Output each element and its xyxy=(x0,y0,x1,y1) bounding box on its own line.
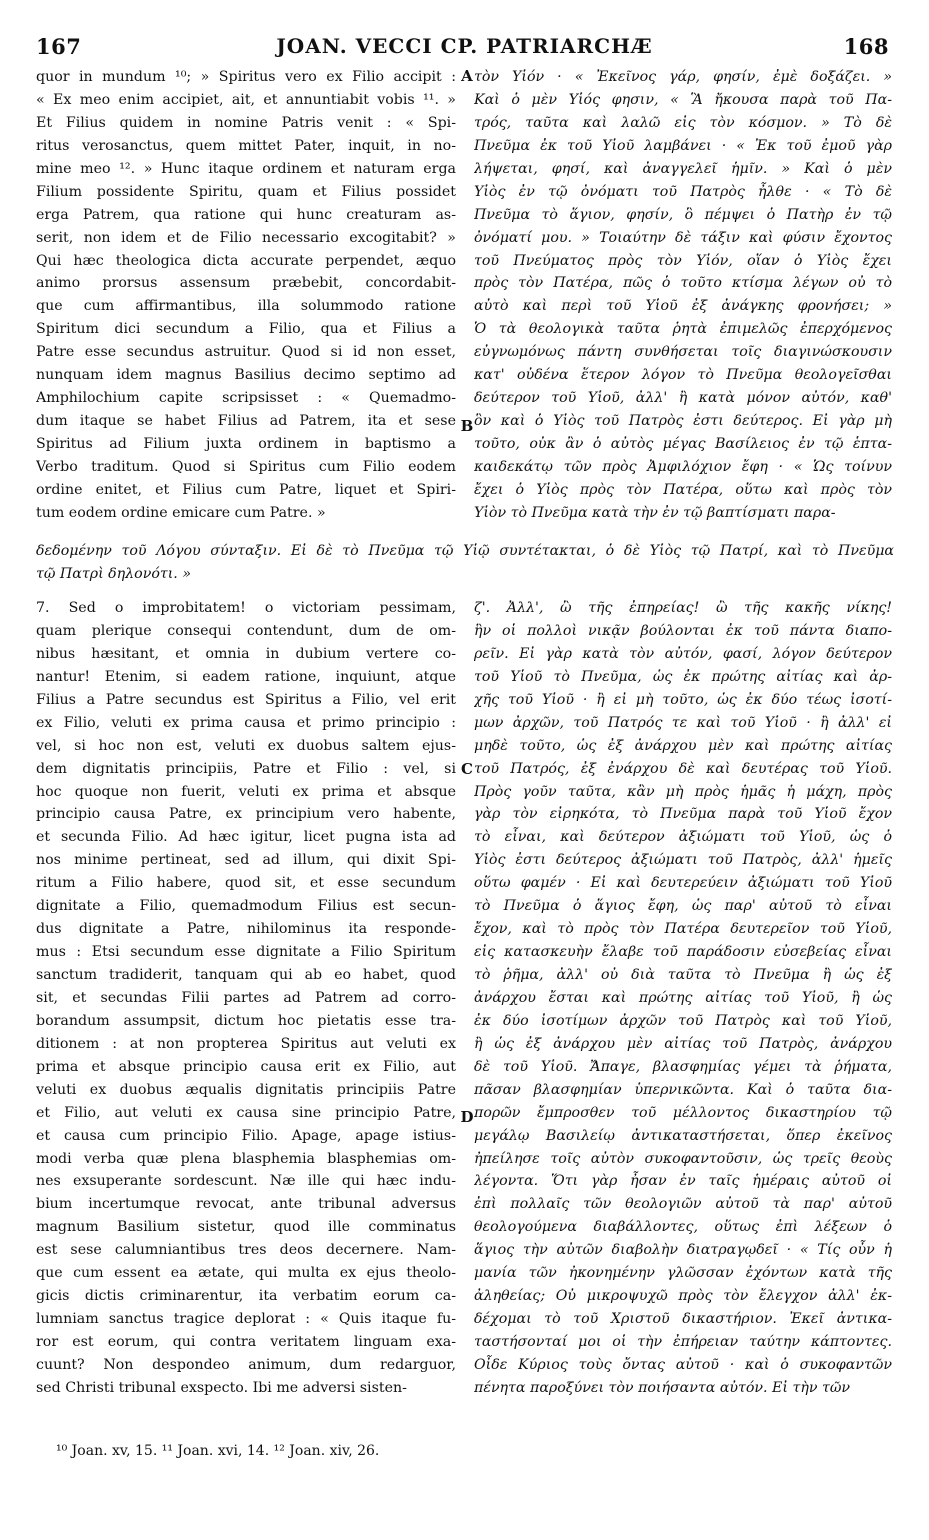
text-line: bium incertumque revocat, ante tribunal adversus xyxy=(36,1196,456,1213)
text-line: nos minime pertineat, sed ad illum, qui dixit Spi- xyxy=(36,852,456,869)
margin-marker-c: C xyxy=(461,760,473,778)
greek-column-upper xyxy=(474,66,892,525)
text-line: « Ex meo enim accipiet, ait, et annuntiabit vobis ¹¹. » xyxy=(36,91,456,108)
text-line: ἣν οἱ πολλοὶ νικᾷν βούλονται ἐκ τοῦ πάντα διαπο- xyxy=(474,622,892,639)
text-line: δὲ τοῦ Υἱοῦ. Ἄπαγε, βλασφημίας γέμει τὰ ῥήματα, xyxy=(474,1058,892,1075)
text-line: Υἱὸς ἐν τῷ ὀνόματι τοῦ Πατρὸς ἦλθε · « Τὸ δὲ xyxy=(474,183,892,200)
text-line: Καὶ ὁ μὲν Υἱός φησιν, « Ἃ ἤκουσα παρὰ τοῦ Πα- xyxy=(474,91,892,108)
text-line: ἔχει ὁ Υἱὸς πρὸς τὸν Πατέρα, οὕτω καὶ πρὸς τὸν xyxy=(474,481,892,498)
text-line: veluti ex duobus æqualis dignitatis principiis Patre xyxy=(36,1081,456,1098)
text-line: ἅγιος τὴν αὐτῶν διαβολὴν διατραγῳδεῖ · « Τίς οὖν ἡ xyxy=(474,1242,892,1259)
text-line: erga Patrem, qua ratione qui hunc creaturam as- xyxy=(36,206,456,223)
text-line: Et Filius quidem in nomine Patris venit : « Spi- xyxy=(36,114,456,131)
text-line: Patre esse secundus astruitur. Quod si id non esset, xyxy=(36,344,456,361)
text-line: ditionem : at non propterea Spiritus aut veluti ex xyxy=(36,1035,456,1052)
text-line: ex Filio, veluti ex prima causa et primo principio : xyxy=(36,714,456,731)
text-line: est sese calumniantibus tres deos decernere. Nam- xyxy=(36,1242,456,1259)
text-line: Υἱὸς ἐστι δεύτερος ἀξιώματι τοῦ Πατρὸς, ἀλλ' ἡμεῖς xyxy=(474,852,892,869)
text-line: et secunda Filio. Ad hæc igitur, licet pugna ista ad xyxy=(36,829,456,846)
text-line: ἢ ὡς ἐξ ἀνάρχου μὲν αἰτίας τοῦ Πατρὸς, ἀνάρχου xyxy=(474,1035,892,1052)
text-line: vel, si hoc non est, veluti ex duobus saltem ejus- xyxy=(36,737,456,754)
text-line: θεολογούμενα διαβάλλοντες, οὕτως ἐπὶ λέξεων ὁ xyxy=(474,1219,892,1236)
text-line: κατ' οὐδένα ἕτερον λόγον τὸ Πνεῦμα θεολογεῖσθαι xyxy=(474,367,892,384)
text-line: serit, non idem et de Filio necessario excogitabit? » xyxy=(36,229,456,246)
text-line: nantur! Etenim, si eadem ratione, inquiunt, atque xyxy=(36,668,456,685)
text-line: πένητα παροξύνει τὸν ποιήσαντα αὐτόν. Εἰ τὴν τῶν xyxy=(474,1379,851,1396)
text-line: nibus hæsitant, et omnia in dubium vertere co- xyxy=(36,645,456,662)
text-line: τὸ Πνεῦμα ὁ ἅγιος ἔφη, ὡς παρ' αὐτοῦ τὸ εἶναι xyxy=(474,898,892,915)
text-line: μανία τῶν ἠκονημένην γλῶσσαν ἐχόντων κατὰ τῆς xyxy=(474,1265,892,1282)
text-line: ordine enitet, et Filius cum Patre, liquet et Spiri- xyxy=(36,481,456,498)
text-line: δεύτερον τοῦ Υἱοῦ, ἀλλ' ἢ κατὰ μόνον αὐτόν, καθ' xyxy=(474,390,892,407)
text-line: sanctum tradiderit, tanquam qui ab eo habet, quod xyxy=(36,967,456,983)
text-line: τὸν Υἱόν · « Ἐκεῖνος γάρ, φησίν, ἐμὲ δοξάζει. » xyxy=(474,69,892,85)
latin-column-lower xyxy=(36,597,456,1400)
text-line: Πρὸς γοῦν ταῦτα, κἂν μὴ πρὸς ἡμᾶς ἡ μάχη, πρὸς xyxy=(474,783,892,800)
text-line: ὃν καὶ ὁ Υἱὸς τοῦ Πατρὸς ἐστι δεύτερος. Εἰ γὰρ μὴ xyxy=(474,413,892,430)
text-line: Οἶδε Κύριος τοὺς ὄντας αὐτοῦ · καὶ ὁ συκοφαντῶν xyxy=(474,1356,892,1373)
text-line: 7. Sed o improbitatem! o victoriam pessimam, xyxy=(36,600,456,616)
text-line: Verbo traditum. Quod si Spiritus cum Filio eodem xyxy=(36,458,456,475)
text-line: gicis dictis criminarentur, ita verbatim eorum ca- xyxy=(36,1288,456,1305)
text-line: quam plerique consequi contendunt, dum de om- xyxy=(36,622,456,639)
footnotes: ¹⁰ Joan. xv, 15. ¹¹ Joan. xvi, 14. ¹² Joan. xiv, 26. xyxy=(56,1443,380,1459)
margin-marker-b: B xyxy=(460,417,474,435)
text-line: prima et absque principio causa erit ex Filio, aut xyxy=(36,1058,456,1075)
text-line: τὸ εἶναι, καὶ δεύτερον ἀξιώματι τοῦ Υἱοῦ, ὡς ὁ xyxy=(474,829,892,846)
text-line: ὀνόματί μου. » Τοιαύτην δὲ τάξιν καὶ φύσιν ἔχοντος xyxy=(474,229,892,246)
margin-marker-d: D xyxy=(460,1108,474,1126)
text-line: sed Christi tribunal exspecto. Ibi me adversi sisten- xyxy=(36,1379,407,1396)
text-line: et Filio, aut veluti ex causa sine principio Patre, xyxy=(36,1104,456,1121)
text-line: πορῶν ἔμπροσθεν τοῦ μέλλοντος δικαστηρίου τῷ xyxy=(474,1104,892,1121)
text-line: τοῦτο, οὐκ ἂν ὁ αὐτὸς μέγας Βασίλειος ἐν τῷ ἑπτα- xyxy=(474,436,892,452)
text-line: Amphilochium capite scripsisset : « Quemadmo- xyxy=(36,390,456,407)
text-line: ἀληθείας; Οὐ μικροψυχῶ πρὸς τὸν ἔλεγχον ἀλλ' ἐκ- xyxy=(474,1288,892,1305)
text-line: πρὸς τὸν Πατέρα, πῶς ὁ τοῦτο κτίσμα λέγων οὐ τὸ xyxy=(474,275,892,292)
text-line: ἀνάρχου ἔσται καὶ πρώτης αἰτίας τοῦ Υἱοῦ, ἢ ὡς xyxy=(474,989,892,1006)
text-line: mus : Etsi secundum esse dignitate a Filio Spiritum xyxy=(36,944,456,961)
text-line: εὐγνωμόνως πάντη συνθήσεται τοῖς διαγινώσκουσιν xyxy=(474,344,892,361)
spanning-line: τῷ Πατρὶ δηλονότι. » xyxy=(36,565,191,582)
text-line: γὰρ τὸν εἰρηκότα, τὸ Πνεῦμα παρὰ τοῦ Υἱοῦ ἔχον xyxy=(474,806,892,823)
text-line: λέγοντα. Ὅτι γὰρ ἦσαν ἐν ταῖς ἡμέραις αὐτοῦ οἱ xyxy=(474,1173,892,1190)
text-line: Ὁ τὰ θεολογικὰ ταῦτα ῥητὰ ἐπιμελῶς ἐπερχόμενος xyxy=(474,321,892,338)
text-line: nunquam idem magnus Basilius decimo septimo ad xyxy=(36,367,456,384)
text-line: dem dignitatis principiis, Patre et Filio : vel, si xyxy=(36,760,456,777)
greek-column-lower xyxy=(474,597,892,1400)
text-line: Spiritum dici secundum a Filio, qua et Filius a xyxy=(36,321,456,338)
text-line: quor in mundum ¹⁰; » Spiritus vero ex Filio accipit : xyxy=(36,69,456,85)
text-line: ρεῖν. Εἰ γὰρ κατὰ τὸν αὐτόν, φασί, λόγον δεύτερον xyxy=(474,645,892,662)
text-line: Spiritus ad Filium juxta ordinem in baptismo a xyxy=(36,436,456,452)
text-line: Πνεῦμα ἐκ τοῦ Υἱοῦ λαμβάνει · « Ἐκ τοῦ ἐμοῦ γὰρ xyxy=(474,137,892,154)
text-line: τρός, ταῦτα καὶ λαλῶ εἰς τὸν κόσμον. » Τὸ δὲ xyxy=(474,114,892,131)
text-line: ἠπείλησε τοῖς αὐτὸν συκοφαντοῦσιν, ὡς τρεῖς θεοὺς xyxy=(474,1150,892,1167)
text-line: Πνεῦμα τὸ ἅγιον, φησίν, ὃ πέμψει ὁ Πατὴρ ἐν τῷ xyxy=(474,206,892,223)
text-line: principio causa Patre, ex principium vero habente, xyxy=(36,806,456,823)
text-line: τοῦ Πατρός, ἐξ ἐνάρχου δὲ καὶ δευτέρας τοῦ Υἱοῦ. xyxy=(474,760,892,777)
text-line: dus dignitate a Patre, nihilominus ita responde- xyxy=(36,921,456,938)
text-line: magnum Basilium sistetur, quod ille comminatus xyxy=(36,1219,456,1236)
text-line: borandum assumpsit, dictum hoc pietatis esse tra- xyxy=(36,1012,456,1029)
text-line: ταστήσονταί μοι οἱ τὴν ἐπήρειαν ταύτην κάπτοντες. xyxy=(474,1334,892,1350)
text-line: ritum a Filio habere, quod sit, et esse secundum xyxy=(36,875,456,892)
text-line: cuunt? Non despondeo animum, dum redarguor, xyxy=(36,1356,456,1373)
text-line: tum eodem ordine emicare cum Patre. » xyxy=(36,504,326,521)
text-line: τὸ ῥῆμα, ἀλλ' οὐ διὰ ταῦτα τὸ Πνεῦμα ἢ ὡς ἐξ xyxy=(474,967,892,983)
text-line: que cum essent ea ætate, qui multa ex ejus theolo- xyxy=(36,1265,456,1282)
text-line: δέχομαι τὸ τοῦ Χριστοῦ δικαστήριον. Ἐκεῖ ἀντικα- xyxy=(474,1311,892,1328)
left-page-number: 167 xyxy=(36,34,82,59)
text-line: εἰς κατασκευὴν ἔλαβε τοῦ παράδοσιν εὐσεβείας εἶναι xyxy=(474,944,892,961)
text-line: hoc quoque non fuerit, veluti ex prima et absque xyxy=(36,783,456,800)
text-line: οὕτω φαμέν · Εἰ καὶ δευτερεύειν ἀξιώματι τοῦ Υἱοῦ xyxy=(474,875,892,892)
text-line: et causa cum principio Filio. Apage, apage istius- xyxy=(36,1127,456,1144)
text-line: ἐκ δύο ἰσοτίμων ἀρχῶν τοῦ Πατρὸς καὶ τοῦ Υἱοῦ, xyxy=(474,1012,892,1029)
text-line: animo prorsus assensum præbebit, concordabit- xyxy=(36,275,456,292)
text-line: ror est eorum, qui contra veritatem linguam exa- xyxy=(36,1334,456,1350)
text-line: τοῦ Πνεύματος πρὸς τὸν Υἱόν, οἵαν ὁ Υἱὸς ἔχει xyxy=(474,252,892,269)
margin-marker-a: A xyxy=(461,67,473,85)
text-line: ritus verosanctus, quem mittet Pater, inquit, in no- xyxy=(36,137,456,154)
text-line: Υἱὸν τὸ Πνεῦμα κατὰ τὴν ἐν τῷ βαπτίσματι παρα- xyxy=(474,504,836,521)
text-line: nes exsuperante sordescunt. Næ ille qui hæc indu- xyxy=(36,1173,456,1190)
text-line: πᾶσαν βλασφημίαν ὑπερνικῶντα. Καὶ ὁ ταῦτα δια- xyxy=(474,1081,892,1098)
text-line: λήψεται, φησί, καὶ ἀναγγελεῖ ἡμῖν. » Καὶ ὁ μὲν xyxy=(474,160,892,177)
running-title: JOAN. VECCI CP. PATRIARCHÆ xyxy=(276,34,653,58)
spanning-greek-lines xyxy=(36,540,894,586)
latin-column-upper xyxy=(36,66,456,525)
text-line: modi verba quæ plena blasphemia blasphemias om- xyxy=(36,1150,456,1167)
text-line: Filium possidente Spiritu, quam et Filius possidet xyxy=(36,183,456,200)
text-line: μηδὲ τοῦτο, ὡς ἐξ ἀνάρχου μὲν καὶ πρώτης αἰτίας xyxy=(474,737,892,754)
text-line: ἐπὶ πολλαῖς τῶν θεολογιῶν αὐτοῦ τὰ παρ' αὐτοῦ xyxy=(474,1196,892,1213)
right-page-number: 168 xyxy=(843,34,889,59)
text-line: dignitate a Filio, quemadmodum Filius est secun- xyxy=(36,898,456,915)
text-line: dum itaque se habet Filius ad Patrem, ita et sese xyxy=(36,413,456,430)
text-line: mine meo ¹². » Hunc itaque ordinem et naturam erga xyxy=(36,160,456,177)
text-line: μων ἀρχῶν, τοῦ Πατρός τε καὶ τοῦ Υἱοῦ · ἢ ἀλλ' εἰ xyxy=(474,714,892,731)
text-line: ἔχον, καὶ τὸ πρὸς τὸν Πατέρα δευτερεῖον τοῦ Υἱοῦ, xyxy=(474,921,892,938)
text-line: que cum affirmantibus, illa solummodo ratione xyxy=(36,298,456,315)
text-line: sit, et secundas Filii partes ad Patrem ad corro- xyxy=(36,989,456,1006)
text-line: αὐτὸ καὶ περὶ τοῦ Υἱοῦ ἐξ ἀνάγκης φρονήσει; » xyxy=(474,298,892,315)
text-line: Filius a Patre secundus est Spiritus a Filio, vel erit xyxy=(36,691,456,708)
text-line: τοῦ Υἱοῦ τὸ Πνεῦμα, ὡς ἐκ πρώτης αἰτίας καὶ ἀρ- xyxy=(474,668,892,685)
text-line: ζ'. Ἀλλ', ὢ τῆς ἐπηρείας! ὢ τῆς κακῆς νίκης! xyxy=(474,600,892,616)
spanning-line: δεδομένην τοῦ Λόγου σύνταξιν. Εἰ δὲ τὸ Πνεῦμα τῷ Υἱῷ συντέτακται, ὁ δὲ Υἱὸς τῷ Πατρί, καὶ τὸ Πνεῦμα xyxy=(36,543,894,559)
text-line: χῆς τοῦ Υἱοῦ · ἢ εἰ μὴ τοῦτο, ὡς ἐκ δύο τέως ἰσοτί- xyxy=(474,691,892,708)
text-line: lumniam sanctus tragice deplorat : « Quis itaque fu- xyxy=(36,1311,456,1328)
text-line: Qui hæc theologica dicta accurate perpendet, æquo xyxy=(36,252,456,269)
text-line: καιδεκάτῳ τῶν πρὸς Ἀμφιλόχιον ἔφη · « Ὡς τοίνυν xyxy=(474,458,892,475)
text-line: μεγάλῳ Βασιλείῳ ἀντικαταστήσεται, ὅπερ ἐκεῖνος xyxy=(474,1127,892,1144)
